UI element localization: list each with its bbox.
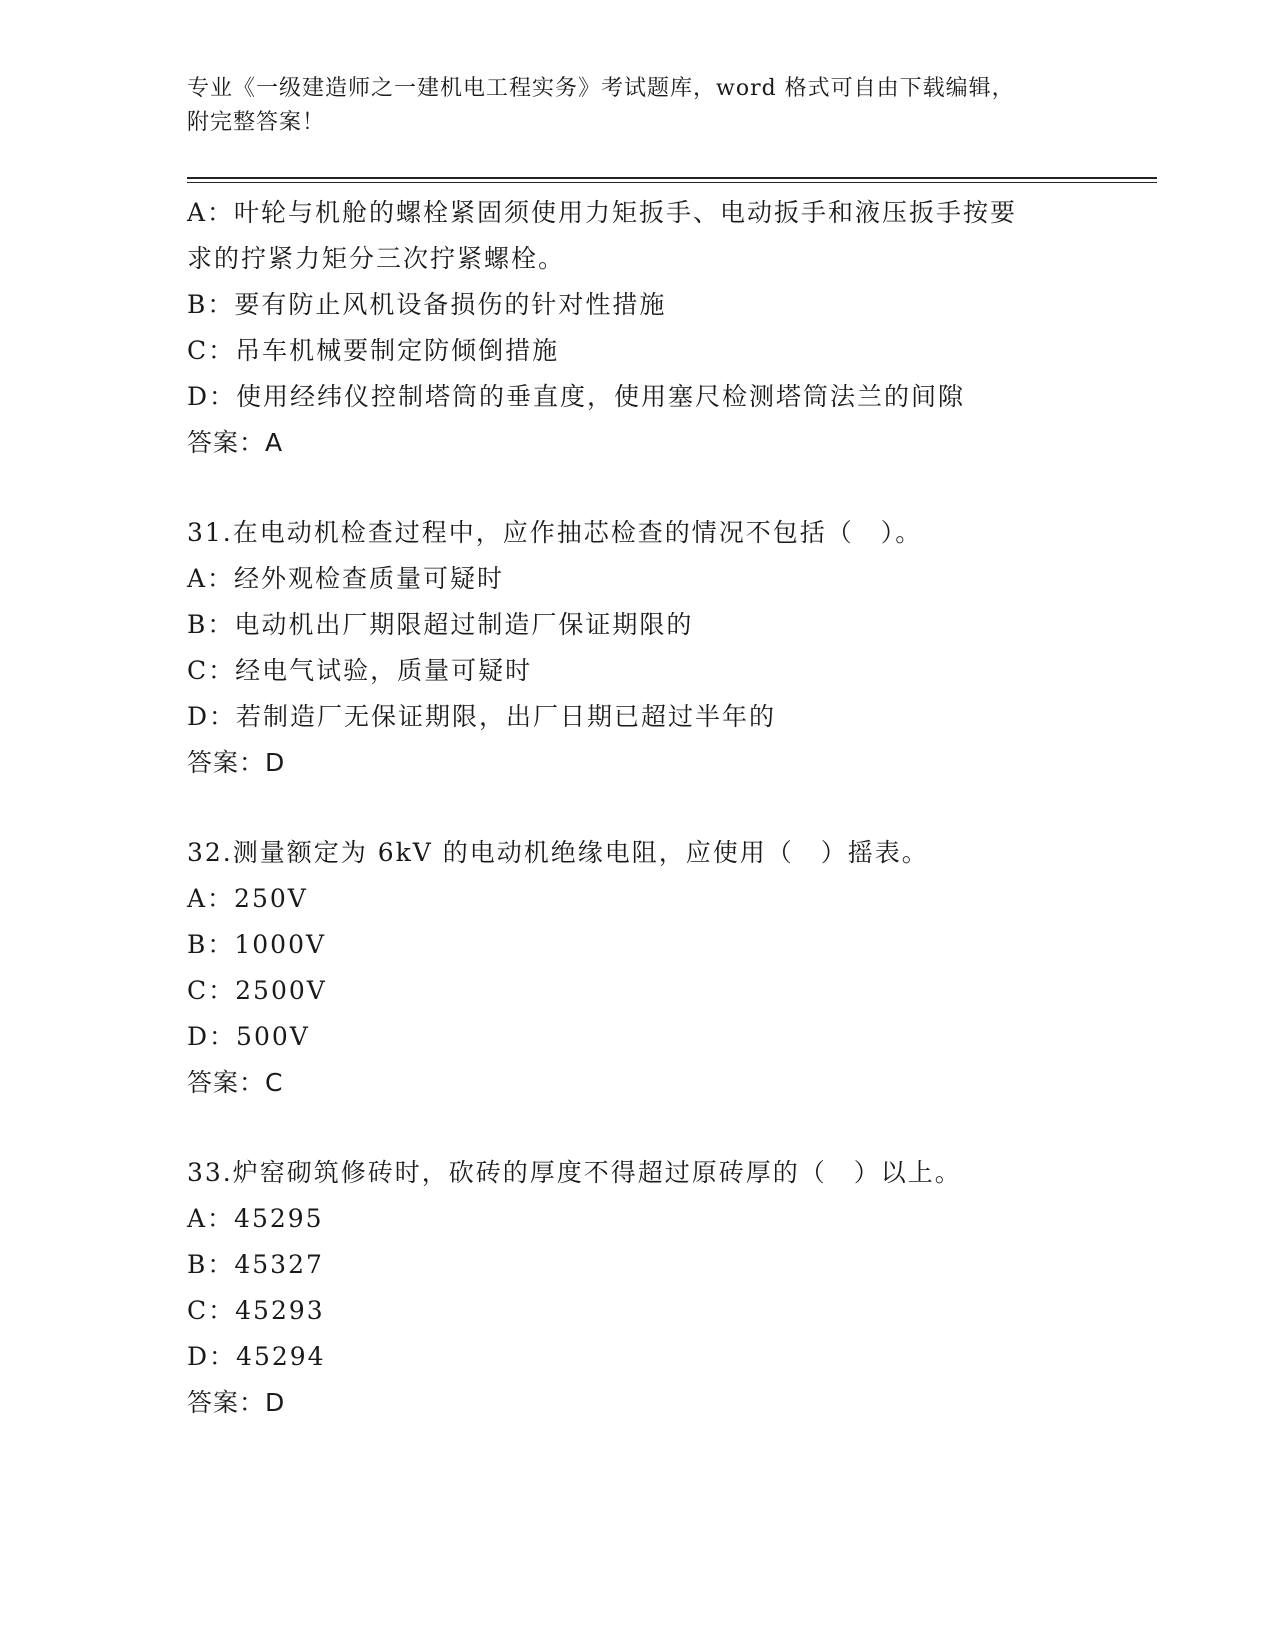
question-30-block [187, 190, 1087, 466]
answer-label: 答案：D [187, 748, 286, 777]
question-text: 33.炉窑砌筑修砖时，砍砖的厚度不得超过原砖厚的（ ）以上。 [187, 1158, 962, 1187]
header-line-2: 附完整答案！ [187, 110, 326, 135]
spacer [187, 786, 1087, 830]
option-d: D：45294 [187, 1342, 326, 1371]
option-c: C：吊车机械要制定防倾倒措施 [187, 336, 560, 365]
header-line-1: 专业《一级建造师之一建机电工程实务》考试题库，word 格式可自由下载编辑， [187, 76, 1015, 101]
question-list [187, 190, 1087, 1426]
document-header [187, 72, 1087, 140]
question-text: 31.在电动机检查过程中，应作抽芯检查的情况不包括（ ）。 [187, 518, 923, 547]
option-a: A：45295 [187, 1204, 324, 1233]
option-c: C：经电气试验，质量可疑时 [187, 656, 533, 685]
question-31-block [187, 510, 1087, 786]
option-b: B：要有防止风机设备损伤的针对性措施 [187, 290, 667, 319]
option-c: C：2500V [187, 976, 327, 1005]
answer-label: 答案：D [187, 1388, 286, 1417]
option-a: A：250V [187, 884, 308, 913]
option-d: D：使用经纬仪控制塔筒的垂直度，使用塞尺检测塔筒法兰的间隙 [187, 382, 966, 411]
option-a: A：叶轮与机舱的螺栓紧固须使用力矩扳手、电动扳手和液压扳手按要 [187, 198, 1018, 227]
option-d: D：若制造厂无保证期限，出厂日期已超过半年的 [187, 702, 777, 731]
spacer [187, 466, 1087, 510]
option-d: D：500V [187, 1022, 310, 1051]
question-32-block [187, 830, 1087, 1106]
question-text: 32.测量额定为 6kV 的电动机绝缘电阻，应使用（ ）摇表。 [187, 838, 929, 867]
option-b: B：1000V [187, 930, 327, 959]
answer-label: 答案：C [187, 1068, 284, 1097]
header-divider-thick [187, 177, 1157, 179]
option-b: B：电动机出厂期限超过制造厂保证期限的 [187, 610, 694, 639]
option-b: B：45327 [187, 1250, 324, 1279]
option-a: A：经外观检查质量可疑时 [187, 564, 505, 593]
option-a-continued: 求的拧紧力矩分三次拧紧螺栓。 [187, 244, 566, 273]
option-c: C：45293 [187, 1296, 325, 1325]
spacer [187, 1106, 1087, 1150]
header-divider-thin [187, 182, 1157, 183]
question-33-block [187, 1150, 1087, 1426]
answer-label: 答案：A [187, 428, 284, 457]
